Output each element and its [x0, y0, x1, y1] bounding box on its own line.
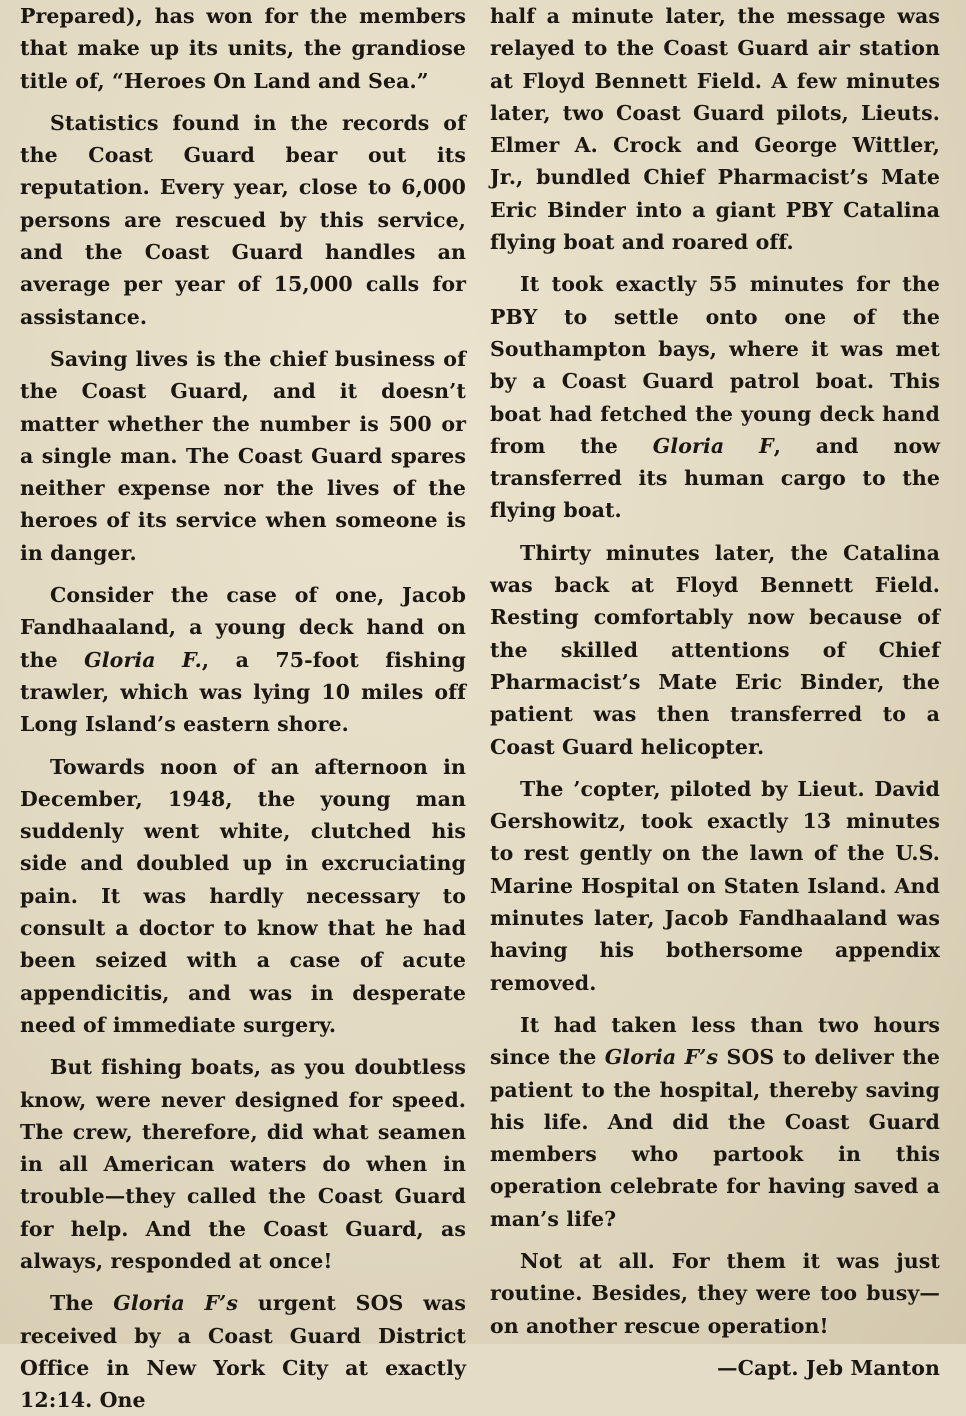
- paragraph: Thirty minutes later, the Catalina was back at Floyd Bennett Field. Resting comfortably now because of the skilled attentions of Chief Pharmacist’s Mate Eric Binder, the patient was then transferred to a Coast Guard helicopter.: [490, 540, 940, 759]
- author-signature: —Capt. Jeb Manton: [716, 1355, 940, 1380]
- text-run: urgent SOS was received by a Coast Guard District Office in New York City at exactly 12:14. One: [20, 1291, 466, 1413]
- text-run: The: [50, 1291, 114, 1316]
- text-run: SOS to deliver the patient to the hospital, thereby saving his life. And did the Coast Guard members who partook in this operation celebrate for having saved a man’s life?: [490, 1045, 940, 1231]
- right-column: [490, 0, 940, 1384]
- paragraph: Statistics found in the records of the Coast Guard bear out its reputation. Every year, close to 6,000 persons are rescued by this service, and the Coast Guard handles an average per year of 15,000 calls for assistance.: [20, 110, 466, 329]
- text-run: It took exactly 55 minutes for the PBY to settle onto one of the Southampton bays, where it was met by a Coast Guard patrol boat. This boat had fetched the young deck hand from the: [490, 272, 940, 458]
- vessel-name: Gloria F’s: [113, 1291, 239, 1316]
- text-run: , and now transferred its human cargo to the flying boat.: [490, 433, 940, 523]
- paragraph: Prepared), has won for the members that make up its units, the grandiose title of, “Heroes On Land and Sea.”: [20, 4, 466, 93]
- vessel-name: Gloria F’s: [604, 1045, 719, 1070]
- vessel-name: Gloria F: [652, 433, 774, 458]
- text-run: It had taken less than two hours since the: [490, 1012, 940, 1070]
- paragraph: Not at all. For them it was just routine. Besides, they were too busy—on another rescue operation!: [490, 1248, 940, 1338]
- text-run: , a 75-foot fishing trawler, which was lying 10 miles off Long Island’s eastern shore.: [20, 647, 466, 737]
- paragraph: The ’copter, piloted by Lieut. David Gershowitz, took exactly 13 minutes to rest gently on the lawn of the U.S. Marine Hospital on Staten Island. And minutes later, Jacob Fandhaaland was having his bothersome appendix removed.: [490, 776, 940, 995]
- paragraph: Saving lives is the chief business of the Coast Guard, and it doesn’t matter whether the number is 500 or a single man. The Coast Guard spares neither expense nor the lives of the heroes of its service when someone is in danger.: [20, 346, 466, 565]
- paragraph: half a minute later, the message was relayed to the Coast Guard air station at Floyd Bennett Field. A few minutes later, two Coast Guard pilots, Lieuts. Elmer A. Crock and George Wittler, Jr., bundled Chief Pharmacist’s Mate Eric Binder into a giant PBY Catalina flying boat and roared off.: [490, 4, 940, 255]
- paragraph: But fishing boats, as you doubtless know, were never designed for speed. The crew, therefore, did what seamen in all American waters do when in trouble—they called the Coast Guard for help. And the Coast Guard, as always, responded at once!: [20, 1055, 466, 1273]
- paragraph: [490, 1009, 940, 1235]
- paragraph: [20, 1287, 466, 1416]
- paragraph: Towards noon of an afternoon in December, 1948, the young man suddenly went white, clutched his side and doubled up in excruciating pain. It was hardly necessary to consult a doctor to know that he had been seized with a case of acute appendicitis, and was in desperate need of immediate surgery.: [20, 754, 466, 1037]
- paragraph: [20, 579, 466, 740]
- text-run: Consider the case of one, Jacob Fandhaaland, a young deck hand on the: [20, 583, 466, 672]
- vessel-name: Gloria F.: [84, 647, 202, 672]
- paragraph: [490, 268, 940, 526]
- left-column: [20, 0, 466, 1416]
